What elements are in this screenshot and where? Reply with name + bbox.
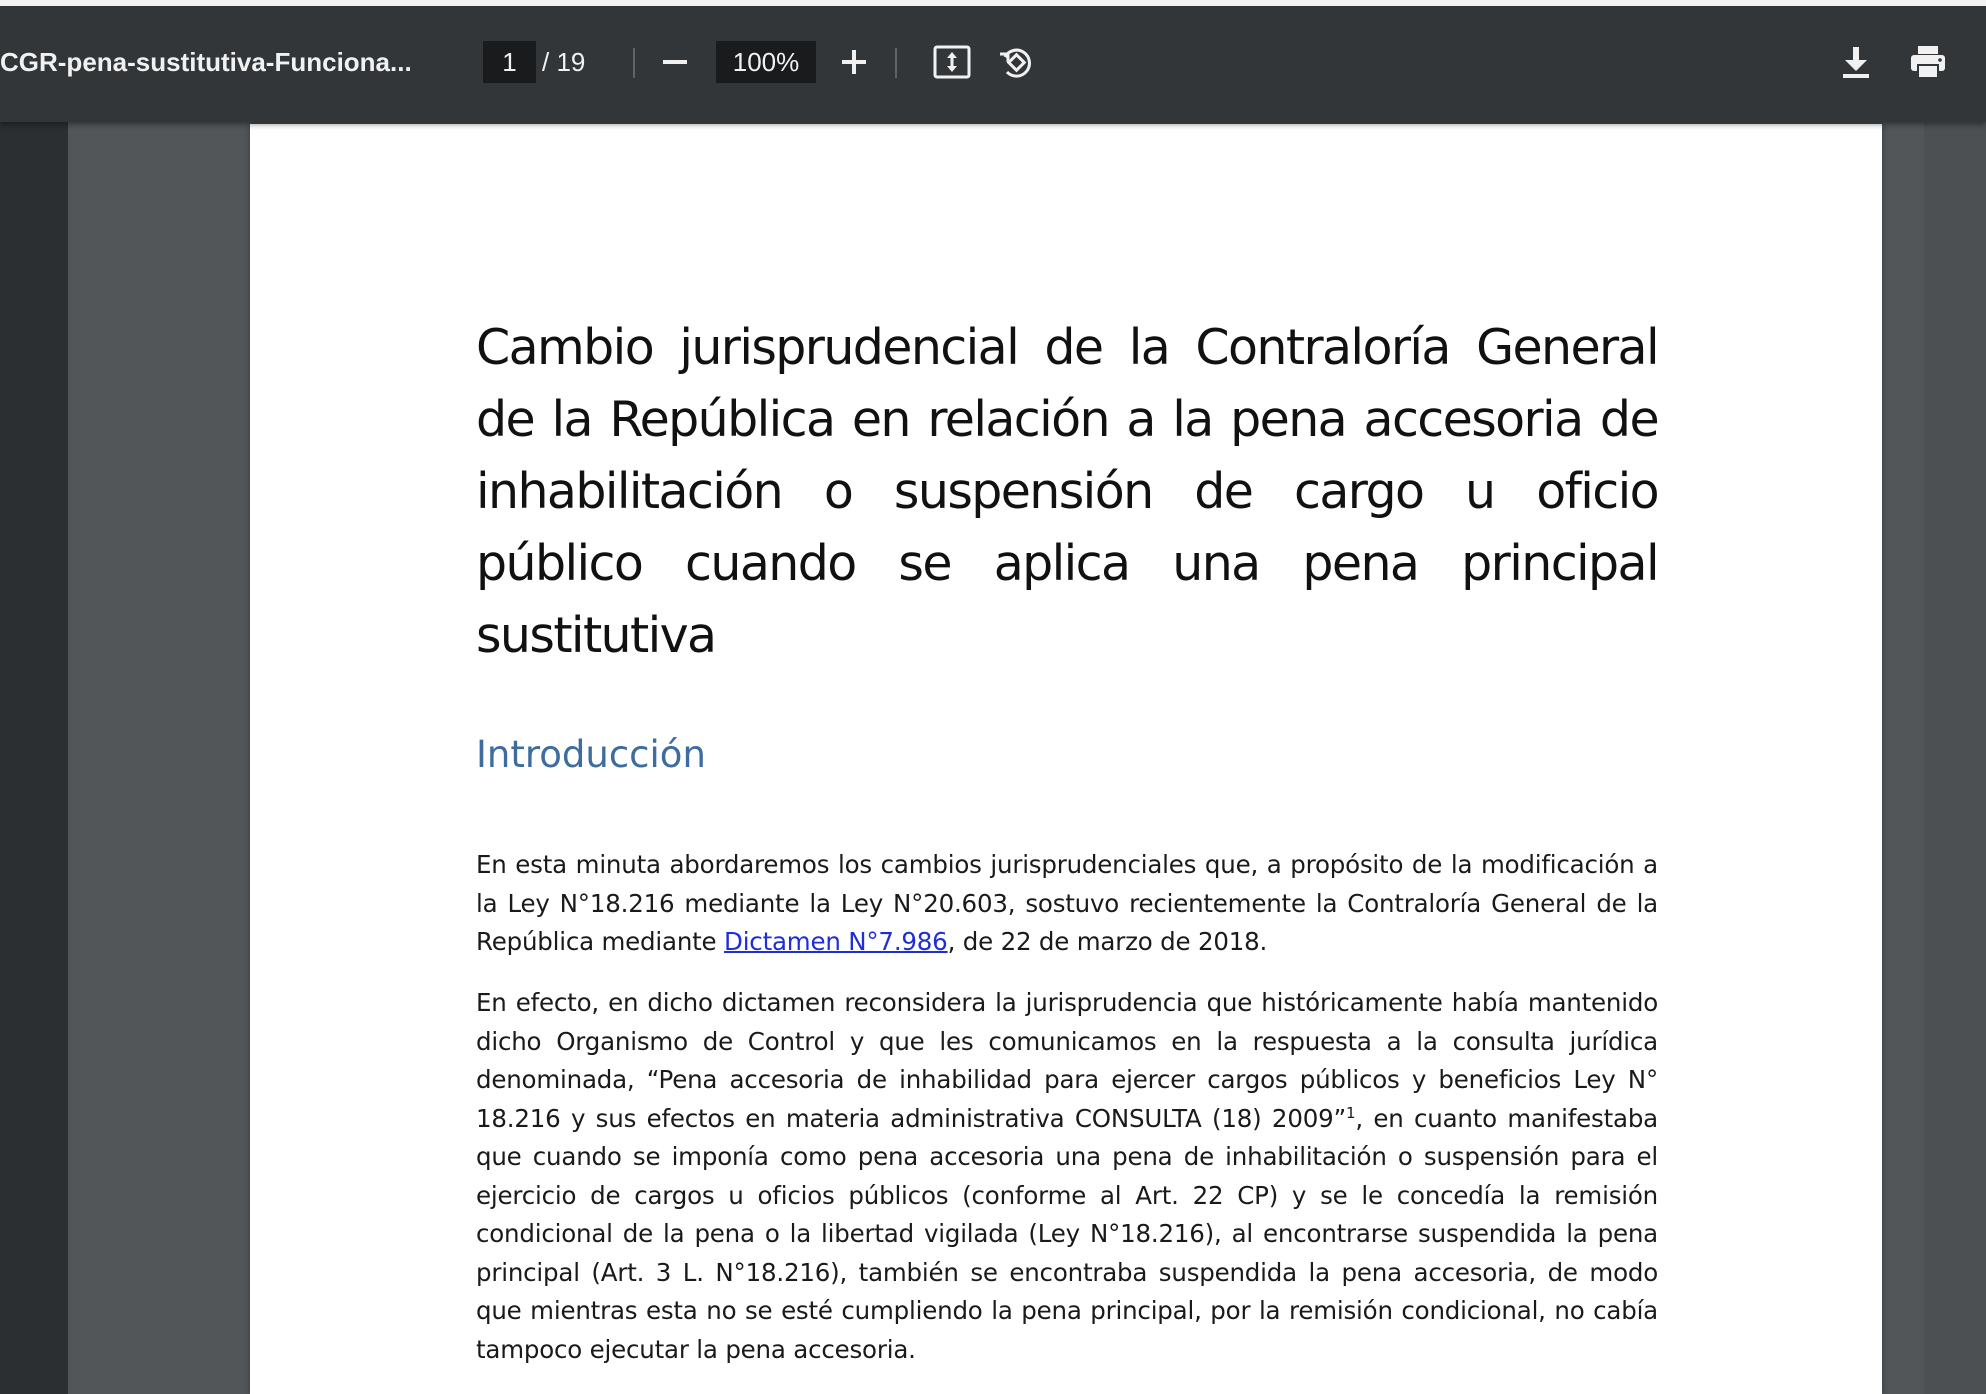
pdf-page: [250, 124, 1882, 1394]
paragraph-text: , de 22 de marzo de 2018.: [947, 927, 1268, 956]
left-gutter: [0, 122, 68, 1394]
document-title: Cambio jurisprudencial de la Contraloría General de la República en relación a la pena accesoria de inhabilitación o suspensión de cargo u oficio público cuando se aplica una pena principal sustitutiva: [476, 319, 1658, 664]
page-number-input[interactable]: 1: [483, 41, 536, 83]
download-icon: [1840, 45, 1872, 79]
download-button[interactable]: [1832, 38, 1880, 86]
page-total: / 19: [542, 47, 586, 77]
rotate-icon: [997, 43, 1035, 81]
rotate-button[interactable]: [992, 38, 1040, 86]
paragraph-intro: [476, 846, 1658, 962]
paragraph-text: , en cuanto manifestaba que cuando se imponía como pena accesoria una pena de inhabilitación o suspensión para el ejercicio de cargos u oficios públicos (conforme al Art. 22 CP) y se le concedía la remisión condicional de la pena o la libertad vigilada (Ley N°18.216), al encontrarse suspendida la pena principal (Art. 3 L. N°18.216), también se encontraba suspendida la pena accesoria, de modo que mientras esta no se esté cumpliendo la pena principal, por la remisión condicional, no cabía tampoco ejecutar la pena accesoria.: [476, 1103, 1658, 1364]
paragraph-text: En esta minuta abordaremos los cambios jurisprudenciales que, a propósito de la modificación a la Ley N°18.216 mediante la Ley N°20.603, sostuvo recientemente la Contraloría General de la República mediante: [476, 850, 1658, 956]
zoom-in-button[interactable]: [830, 38, 878, 86]
zoom-level[interactable]: 100%: [716, 41, 816, 83]
print-icon: [1909, 45, 1947, 79]
file-title: CGR-pena-sustitutiva-Funciona...: [0, 47, 412, 77]
pdf-toolbar: [0, 0, 1986, 122]
toolbar-divider: [633, 48, 635, 78]
plus-icon: [839, 47, 869, 77]
paragraph-body: [476, 984, 1658, 1369]
fit-page-icon: [933, 45, 971, 79]
toolbar-divider: [895, 48, 897, 78]
dictamen-link[interactable]: Dictamen N°7.986: [724, 927, 948, 956]
fit-page-button[interactable]: [928, 38, 976, 86]
footnote-marker[interactable]: 1: [1345, 1103, 1356, 1122]
section-heading: Introducción: [476, 733, 706, 776]
zoom-out-button[interactable]: [651, 38, 699, 86]
window-top-edge: [0, 0, 1986, 6]
paragraph-text: En efecto, en dicho dictamen reconsidera la jurisprudencia que históricamente había mantenido dicho Organismo de Control y que les comunicamos en la respuesta a la consulta jurídica denominada, “Pena accesoria de inhabilidad para ejercer cargos públicos y beneficios Ley N° 18.216 y sus efectos en materia administrativa CONSULTA (18) 2009”: [476, 988, 1658, 1133]
right-gutter: [1924, 122, 1986, 1394]
minus-icon: [660, 47, 690, 77]
print-button[interactable]: [1904, 38, 1952, 86]
